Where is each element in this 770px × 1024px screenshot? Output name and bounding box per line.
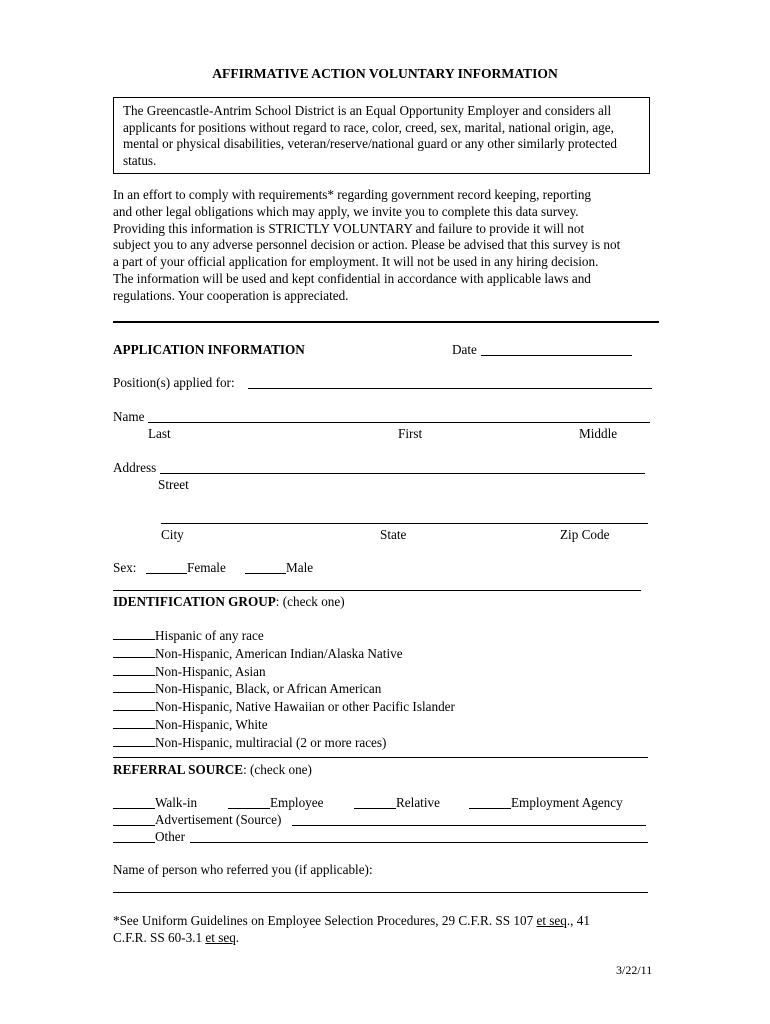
footnote-text: *See Uniform Guidelines on Employee Selection Procedures, 29 C.F.R. SS 107 [113,913,537,928]
identification-checkline[interactable] [113,627,155,640]
identification-option-label: Hispanic of any race [155,628,264,643]
employment-agency-label: Employment Agency [511,795,623,810]
identification-option [113,680,381,698]
identification-checkline[interactable] [113,663,155,676]
identification-option-label: Non-Hispanic, White [155,716,268,732]
other-checkline[interactable] [113,829,155,843]
referrer-label: Name of person who referred you (if applicable): [113,862,373,877]
eeo-statement-box [113,97,650,174]
walk-in-label: Walk-in [155,795,198,810]
advertisement-label: Advertisement (Source) [155,812,282,827]
date-field[interactable] [481,342,632,356]
intro-line: The information will be used and kept confidential in accordance with applicable laws and [113,270,591,286]
eeo-line: status. [123,152,157,168]
middle-name-label: Middle [579,426,618,441]
identification-option-label: Non-Hispanic, Asian [155,663,266,679]
date-label: Date [452,342,477,357]
section-separator-line [113,745,648,758]
identification-option [113,698,455,716]
intro-line: and other legal obligations which may apply, we invite you to complete this data survey. [113,203,579,219]
relative-checkline[interactable] [354,795,396,809]
identification-checkline[interactable] [113,680,155,693]
referral-heading: REFERRAL SOURCE [113,762,244,777]
eeo-line: mental or physical disabilities, veteran/reserve/national guard or any other similarly protected [123,136,617,152]
identification-checkline[interactable] [113,698,155,711]
footnote-et-seq: et seq [536,913,567,928]
other-source-field[interactable] [190,829,648,843]
referral-heading-row [113,762,312,778]
identification-option [113,627,264,645]
identification-checkline[interactable] [113,716,155,729]
identification-option-label: Non-Hispanic, Native Hawaiian or other Pacific Islander [155,699,455,715]
relative-label: Relative [396,795,440,810]
position-label: Position(s) applied for: [113,375,235,390]
footnote-text: C.F.R. SS 60-3.1 [113,930,206,945]
address-label: Address [113,460,157,475]
footnote-line-2 [113,930,239,946]
position-field[interactable] [248,375,652,389]
sex-label: Sex: [113,560,137,575]
last-name-label: Last [148,426,171,441]
identification-checkline[interactable] [113,645,155,658]
identification-option [113,663,266,681]
male-label: Male [286,560,314,575]
identification-heading: IDENTIFICATION GROUP [113,594,276,609]
first-name-label: First [398,426,423,441]
application-heading: APPLICATION INFORMATION [113,342,305,357]
identification-option-label: Non-Hispanic, American Indian/Alaska Native [155,645,403,661]
intro-line: In an effort to comply with requirements* regarding government record keeping, reporting [113,187,592,202]
employee-label: Employee [270,795,324,810]
form-title: AFFIRMATIVE ACTION VOLUNTARY INFORMATION [212,66,558,81]
identification-options [113,627,455,752]
state-label: State [380,527,407,542]
employee-checkline[interactable] [228,795,270,809]
eeo-line: The Greencastle-Antrim School District is an Equal Opportunity Employer and considers all [123,103,612,118]
walk-in-checkline[interactable] [113,795,155,809]
advertisement-checkline[interactable] [113,812,155,826]
intro-paragraph [113,187,673,305]
identification-note: : (check one) [275,594,345,609]
intro-line: subject you to any adverse personnel decision or action. Please be advised that this survey is not [113,237,621,253]
name-label: Name [113,409,145,424]
referrer-name-field[interactable] [113,879,648,893]
identification-option-label: Non-Hispanic, Black, or African American [155,681,382,697]
street-label: Street [158,477,189,492]
identification-heading-row [113,594,345,610]
section-separator-line [113,578,641,591]
footnote-text: ., 41 [566,913,590,928]
male-checkline[interactable] [245,560,286,574]
agency-checkline[interactable] [469,795,511,809]
city-state-zip-field[interactable] [161,510,648,524]
intro-line: a part of your official application for employment. It will not be used in any hiring decision. [113,254,599,270]
intro-line: regulations. Your cooperation is appreciated. [113,287,349,303]
footnote-et-seq: et seq [205,930,236,945]
intro-line: Providing this information is STRICTLY VOLUNTARY and failure to provide it will not [113,220,585,236]
footnote-line-1 [113,913,590,929]
other-label: Other [155,829,186,844]
identification-option [113,716,268,734]
revision-date: 3/22/11 [616,963,653,977]
identification-option [113,645,403,663]
female-label: Female [187,560,226,575]
zip-code-label: Zip Code [560,527,610,542]
identification-option-label: Non-Hispanic, multiracial (2 or more races) [155,734,387,750]
city-label: City [161,527,184,542]
street-field[interactable] [160,460,645,474]
section-divider [113,321,659,323]
eeo-line: applicants for positions without regard to race, color, creed, sex, marital, national origin, age, [123,119,614,135]
name-field[interactable] [148,409,650,423]
referral-note: : (check one) [243,762,312,777]
advertisement-source-field[interactable] [292,812,646,826]
footnote-text: . [235,930,240,945]
female-checkline[interactable] [146,560,187,574]
